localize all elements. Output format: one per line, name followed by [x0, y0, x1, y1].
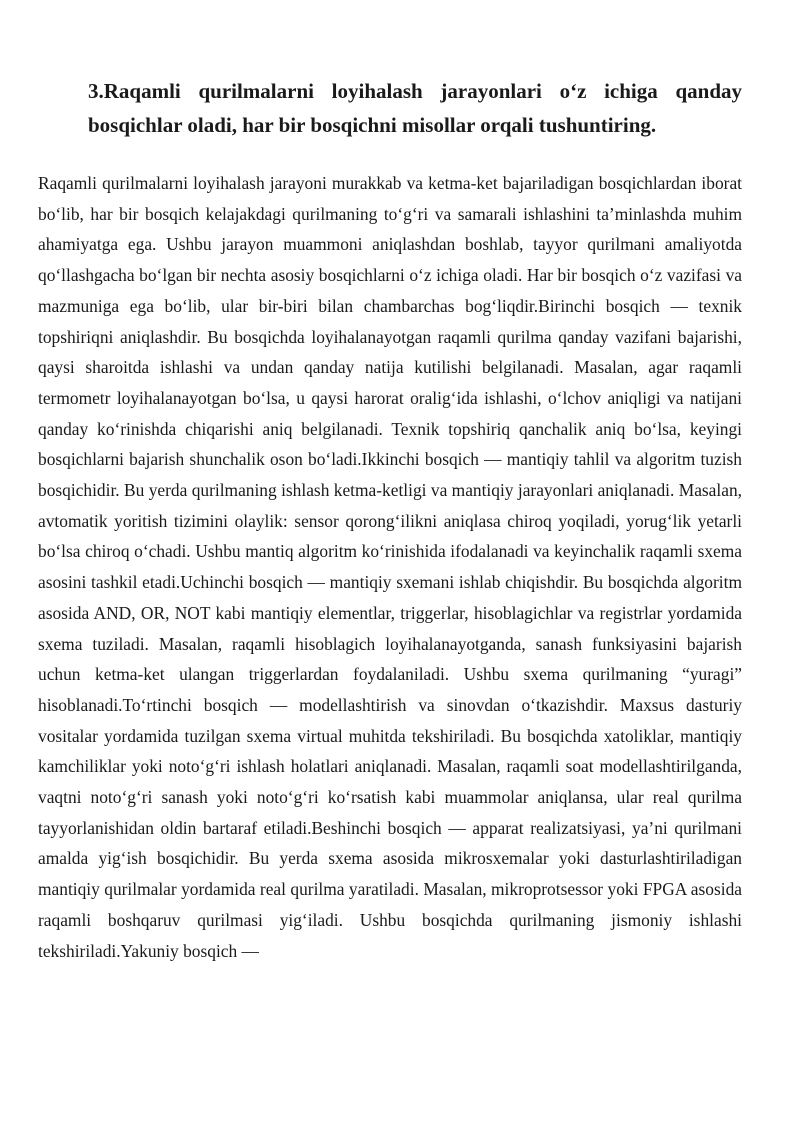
body-paragraph: Raqamli qurilmalarni loyihalash jarayoni murakkab va ketma-ket bajariladigan bosqichlardan iborat bo‘lib, har bir bosqich kelajakdagi qurilmaning to‘g‘ri va samarali ishlashini ta’minlashda muhim ahamiyatga ega. Ushbu jarayon muammoni aniqlashdan boshlab, tayyor qurilmani amaliyotda qo‘llashgacha bo‘lgan bir nechta asosiy bosqichlarni o‘z ichiga oladi. Har bir bosqich o‘z vazifasi va mazmuniga ega bo‘lib, ular bir-biri bilan chambarchas bog‘liqdir.Birinchi bosqich — texnik topshiriqni aniqlashdir. Bu bosqichda loyihalanayotgan raqamli qurilma qanday vazifani bajarishi, qaysi sharoitda ishlashi va undan qanday natija kutilishi belgilanadi. Masalan, agar raqamli termometr loyihalanayotgan bo‘lsa, u qaysi harorat oralig‘ida ishlashi, o‘lchov aniqligi va natijani qanday ko‘rinishda chiqarishi aniq belgilanadi. Texnik topshiriq qanchalik aniq bo‘lsa, keyingi bosqichlarni bajarish shunchalik oson bo‘ladi.Ikkinchi bosqich — mantiqiy tahlil va algoritm tuzish bosqichidir. Bu yerda qurilmaning ishlash ketma-ketligi va mantiqiy jarayonlari aniqlanadi. Masalan, avtomatik yoritish tizimini olaylik: sensor qorong‘ilikni aniqlasa chiroq yoqiladi, yorug‘lik yetarli bo‘lsa chiroq o‘chadi. Ushbu mantiq algoritm ko‘rinishida ifodalanadi va keyinchalik raqamli sxema asosini tashkil etadi.Uchinchi bosqich — mantiqiy sxemani ishlab chiqishdir. Bu bosqichda algoritm asosida AND, OR, NOT kabi mantiqiy elementlar, triggerlar, hisoblagichlar va registrlar yordamida sxema tuziladi. Masalan, raqamli hisoblagich loyihalanayotganda, sanash funksiyasini bajarish uchun ketma-ket ulangan triggerlardan foydalaniladi. Ushbu sxema qurilmaning “yuragi” hisoblanadi.To‘rtinchi bosqich — modellashtirish va sinovdan o‘tkazishdir. Maxsus dasturiy vositalar yordamida tuzilgan sxema virtual muhitda tekshiriladi. Bu bosqichda xatoliklar, mantiqiy kamchiliklar yoki noto‘g‘ri ishlash holatlari aniqlanadi. Masalan, raqamli soat modellashtirilganda, vaqtni noto‘g‘ri sanash yoki noto‘g‘ri ko‘rsatish kabi muammolar aniqlansa, ular real qurilma tayyorlanishidan oldin bartaraf etiladi.Beshinchi bosqich — apparat realizatsiyasi, ya’ni qurilmani amalda yig‘ish bosqichidir. Bu yerda sxema asosida mikrosxemalar yoki dasturlashtiriladigan mantiqiy qurilmalar yordamida real qurilma yaratiladi. Masalan, mikroprotsessor yoki FPGA asosida raqamli boshqaruv qurilmasi yig‘iladi. Ushbu bosqichda qurilmaning jismoniy ishlashi tekshiriladi.Yakuniy bosqich — — [38, 173, 742, 961]
question-heading: 3.Raqamli qurilmalarni loyihalash jarayonlari o‘z ichiga qanday bosqichlar oladi, har bir bosqichni misollar orqali tushuntiring. — [88, 79, 742, 137]
